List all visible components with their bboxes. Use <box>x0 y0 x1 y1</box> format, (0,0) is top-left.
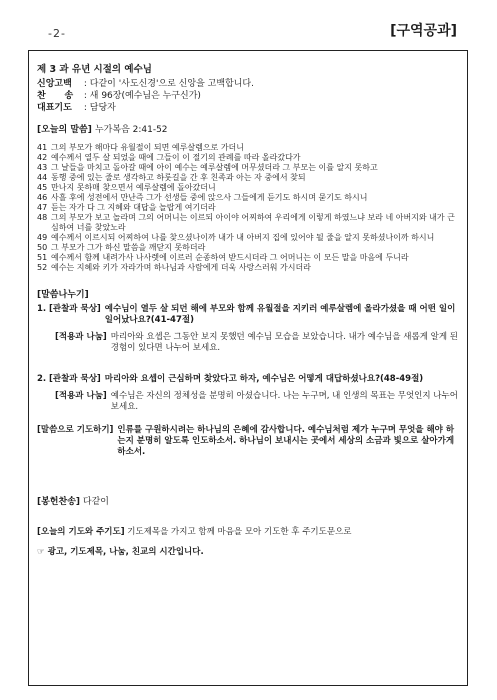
meta-key: 신앙고백 <box>37 79 72 89</box>
verse-item <box>37 233 459 243</box>
meta-confession <box>37 78 459 90</box>
application-2 <box>55 391 459 413</box>
verse-text: 예수께서 열두 살 되었을 때에 그들이 이 절기의 관례를 따라 올라갔다가 <box>51 153 301 162</box>
question-1 <box>37 304 459 326</box>
verse-number: 44 <box>37 173 48 182</box>
meta-value: : 다같이 '사도신경'으로 신앙을 고백합니다. <box>83 79 254 89</box>
verse-number: 49 <box>37 233 48 242</box>
application-tag: [적용과 나눔] <box>55 332 107 342</box>
prayer-block <box>37 425 459 458</box>
verse-item <box>37 163 459 173</box>
prayer-text: 인류를 구원하시려는 하나님의 은혜에 감사합니다. 예수님처럼 제가 누구며 무엇을 해야 하는지 분명히 알도록 인도하소서. 하나님이 보내시는 곳에서 세상의 소금과 빛으로 살아가게 하소서. <box>117 425 455 457</box>
lesson-content <box>37 61 459 557</box>
verse-text: 그의 부모가 보고 놀라며 그의 어머니는 이르되 아이야 어찌하여 우리에게 이렇게 하였느냐 보라 네 아버지와 내가 근심하여 너를 찾았노라 <box>51 213 455 232</box>
question-tag: [관찰과 묵상] <box>49 374 101 384</box>
lesson-title: 제 3 과 유년 시절의 예수님 <box>37 64 152 75</box>
meta-key: 대표기도 <box>37 103 72 113</box>
application-1 <box>55 332 459 354</box>
verse-text: 예수는 지혜와 키가 자라가며 하나님과 사람에게 더욱 사랑스러워 가시더라 <box>51 263 311 272</box>
closing-tag: [오늘의 기도와 주기도] <box>37 527 125 537</box>
question-tag: [관찰과 묵상] <box>49 304 101 314</box>
verse-text: 그 부모가 그가 하신 말씀을 깨닫지 못하더라 <box>51 243 206 252</box>
section-tag: [구역공과] <box>390 23 457 39</box>
prayer-tag: [말씀으로 기도하기] <box>37 425 114 435</box>
application-text: 마리아와 요셉은 그동안 보지 못했던 예수님 모습을 보았습니다. 내가 예수님을 새롭게 알게 된 경험이 있다면 나누어 보세요. <box>110 332 458 353</box>
verse-list <box>37 143 459 273</box>
reading-reference: 누가복음 2:41-52 <box>94 125 168 135</box>
question-text: 예수님이 열두 살 되던 해에 부모와 함께 유월절을 지키러 예루살렘에 올라가셨을 때 어떤 일이 일어났나요?(41-47절) <box>104 304 456 325</box>
verse-item <box>37 263 459 273</box>
verse-text: 그의 부모가 해마다 유월절이 되면 예루살렘으로 가더니 <box>51 143 244 152</box>
closing-prayer <box>37 525 459 537</box>
verse-number: 47 <box>37 203 48 212</box>
verse-text: 예수께서 이르시되 어찌하여 나를 찾으셨나이까 내가 내 아버지 집에 있어야 될 줄을 알지 못하셨나이까 하시니 <box>51 233 435 242</box>
verse-text: 동행 중에 있는 줄로 생각하고 하룻길을 간 후 친족과 아는 자 중에서 찾되 <box>51 173 306 182</box>
verse-text: 사흘 후에 성전에서 만난즉 그가 선생들 중에 앉으사 그들에게 듣기도 하시며 묻기도 하시니 <box>51 193 368 202</box>
verse-number: 50 <box>37 243 48 252</box>
page-number: -2- <box>48 27 66 40</box>
meta-value: : 담당자 <box>83 103 116 113</box>
offering-song <box>37 494 459 507</box>
verse-number: 52 <box>37 263 48 272</box>
announcement-line: ☞ 광고, 기도제목, 나눔, 친교의 시간입니다. <box>37 547 204 557</box>
verse-number: 51 <box>37 253 48 262</box>
question-number: 2. <box>37 374 47 384</box>
verse-text: 그 날들을 마치고 돌아갈 때에 아이 예수는 예루살렘에 머무셨더라 그 부모는 이를 알지 못하고 <box>51 163 378 172</box>
verse-item <box>37 153 459 163</box>
verse-text: 예수께서 함께 내려가사 나사렛에 이르러 순종하여 받드시더라 그 어머니는 이 모든 말을 마음에 두니라 <box>51 253 409 262</box>
song-tag: [봉헌찬송] <box>37 497 81 507</box>
question-number: 1. <box>37 304 47 314</box>
verse-number: 46 <box>37 193 48 202</box>
meta-prayer <box>37 102 459 114</box>
question-text: 마리아와 요셉이 근심하며 찾았다고 하자, 예수님은 어떻게 대답하셨나요?(48-49절) <box>104 374 424 384</box>
meta-hymn <box>37 90 459 102</box>
verse-item <box>37 253 459 263</box>
verse-item <box>37 143 459 153</box>
meta-value: : 새 96장(예수님은 누구신가) <box>83 91 201 101</box>
lesson-frame <box>28 50 468 686</box>
verse-number: 43 <box>37 163 48 172</box>
application-tag: [적용과 나눔] <box>55 391 107 401</box>
meta-key: 찬 송 <box>37 91 74 101</box>
verse-number: 42 <box>37 153 48 162</box>
closing-text: 기도제목을 가지고 함께 마음을 모아 기도한 후 주기도문으로 <box>127 527 352 537</box>
sharing-heading: [말씀나누기] <box>37 290 89 300</box>
verse-item <box>37 213 459 233</box>
verse-text: 만나지 못하매 찾으면서 예루살렘에 돌아갔더니 <box>51 183 216 192</box>
verse-item <box>37 183 459 193</box>
verse-item <box>37 173 459 183</box>
verse-number: 41 <box>37 143 48 152</box>
song-text: 다같이 <box>82 497 109 507</box>
reading-line <box>37 122 459 135</box>
verse-number: 48 <box>37 213 48 222</box>
question-2 <box>37 374 459 385</box>
reading-label: [오늘의 말씀] <box>37 125 92 135</box>
verse-item <box>37 193 459 203</box>
verse-item <box>37 243 459 253</box>
verse-item <box>37 203 459 213</box>
application-text: 예수님은 자신의 정체성을 분명히 아셨습니다. 나는 누구며, 내 인생의 목표는 무엇인지 나누어 보세요. <box>110 391 458 412</box>
verse-text: 듣는 자가 다 그 지혜와 대답을 놀랍게 여기더라 <box>51 203 216 212</box>
verse-number: 45 <box>37 183 48 192</box>
